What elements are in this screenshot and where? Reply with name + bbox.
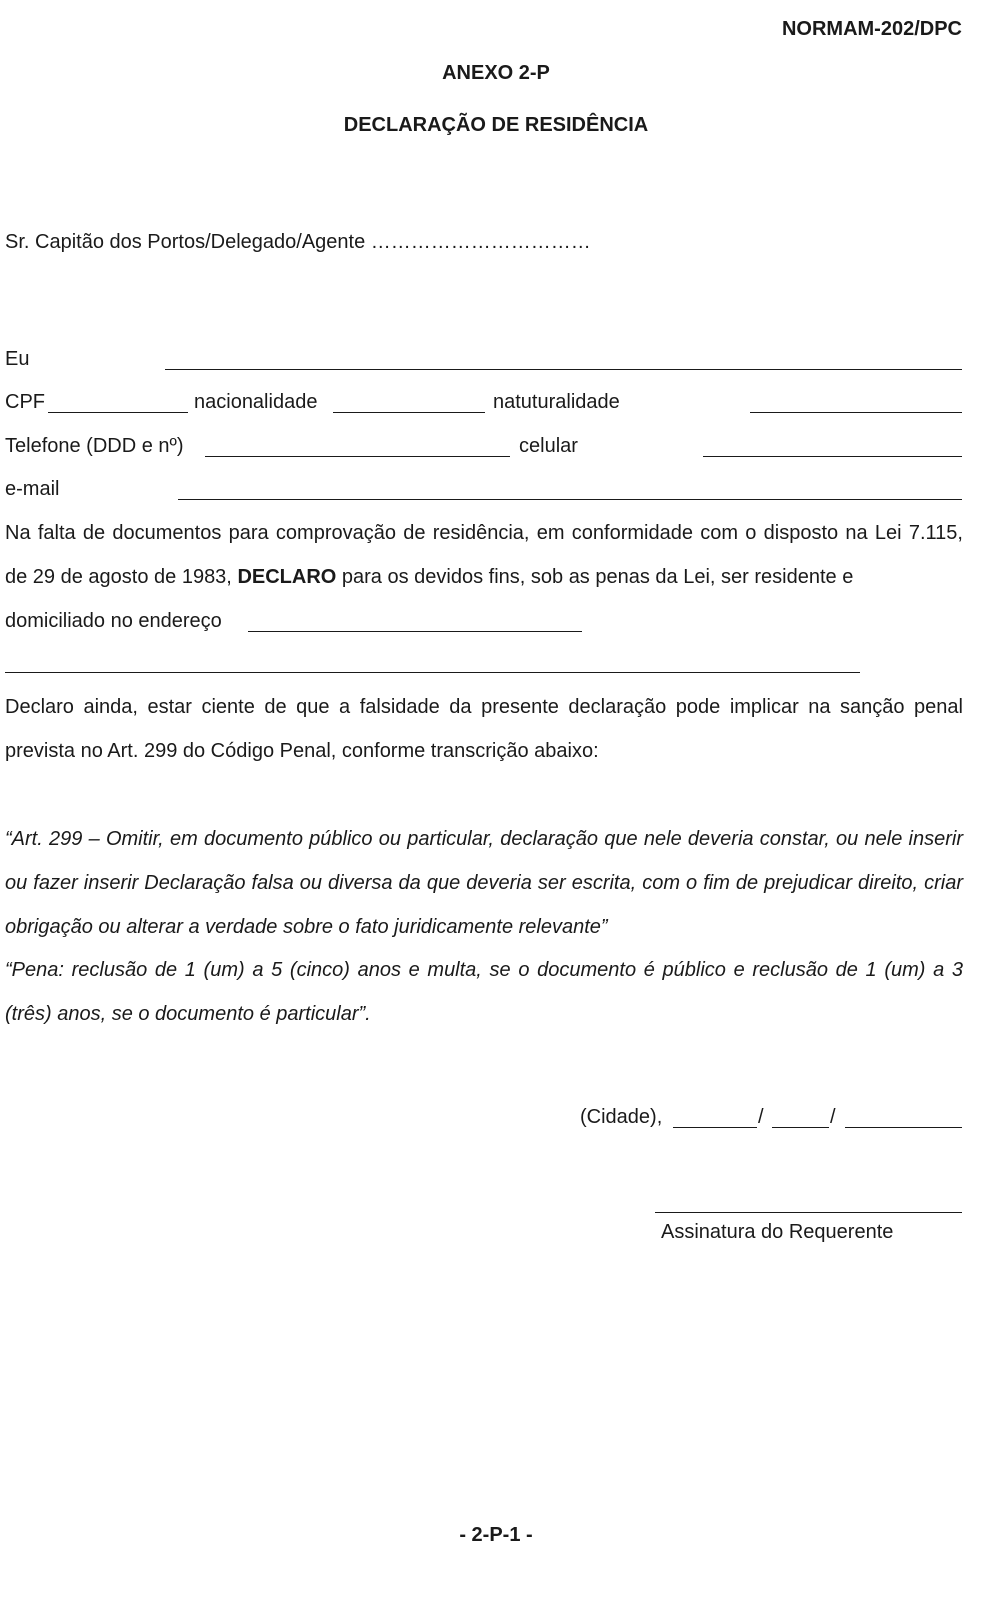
awareness-paragraph: Declaro ainda, estar ciente de que a falsidade da presente declaração pode implicar na sanção penal prevista no Art. 299 do Código Penal, conforme transcrição abaixo: [5, 696, 963, 762]
field-email-line[interactable] [178, 499, 962, 500]
label-email: e-mail [5, 478, 60, 500]
declaration-paragraph [5, 511, 963, 599]
article-quote: “Art. 299 – Omitir, em documento público ou particular, declaração que nele deveria constar, ou nele inserir ou fazer inserir Declaração falsa ou diversa da que deveria ser escrita, com o fim de prejudicar direito, criar obrigação ou alterar a verdade sobre o fato juridicamente relevante” [5, 828, 963, 938]
label-address: domiciliado no endereço [5, 610, 222, 632]
label-telefone: Telefone (DDD e nº) [5, 435, 184, 457]
declaration-bold-word: DECLARO [237, 566, 337, 588]
signature-line[interactable] [655, 1212, 962, 1213]
field-celular-line[interactable] [703, 456, 962, 457]
date-slash-2: / [830, 1106, 836, 1128]
field-year-line[interactable] [845, 1127, 962, 1128]
label-celular: celular [519, 435, 578, 457]
field-nacionalidade-line[interactable] [333, 412, 485, 413]
field-naturalidade-line[interactable] [750, 412, 962, 413]
label-cpf: CPF [5, 391, 45, 413]
label-nacionalidade: nacionalidade [194, 391, 318, 413]
page-title: DECLARAÇÃO DE RESIDÊNCIA [343, 114, 649, 136]
field-day-line[interactable] [673, 1127, 757, 1128]
penalty-quote: “Pena: reclusão de 1 (um) a 5 (cinco) anos e multa, se o documento é público e reclusão de 1 (um) a 3 (três) anos, se o documento é particular”. [5, 959, 963, 1025]
document-code: NORMAM-202/DPC [781, 18, 962, 40]
label-city: (Cidade), [580, 1106, 663, 1128]
signature-label: Assinatura do Requerente [661, 1221, 894, 1243]
label-eu: Eu [5, 348, 30, 370]
label-naturalidade: natuturalidade [493, 391, 620, 413]
page-number: - 2-P-1 - [459, 1524, 533, 1546]
date-slash-1: / [758, 1106, 764, 1128]
salutation: Sr. Capitão dos Portos/Delegado/Agente …………………………… [5, 231, 591, 253]
field-cpf-line[interactable] [48, 412, 188, 413]
field-address-line-2[interactable] [5, 672, 860, 673]
field-telefone-line[interactable] [205, 456, 510, 457]
field-eu-line[interactable] [165, 369, 962, 370]
field-address-line-1[interactable] [248, 631, 582, 632]
annex-title: ANEXO 2-P [442, 62, 550, 84]
declaration-text-1: Na falta de documentos para comprovação de residência, em conformidade com o disposto na Lei 7.115, de 29 de agosto de 1983, [5, 522, 963, 588]
declaration-text-2: para os devidos fins, sob as penas da Lei, ser residente e [341, 566, 854, 588]
field-month-line[interactable] [772, 1127, 829, 1128]
